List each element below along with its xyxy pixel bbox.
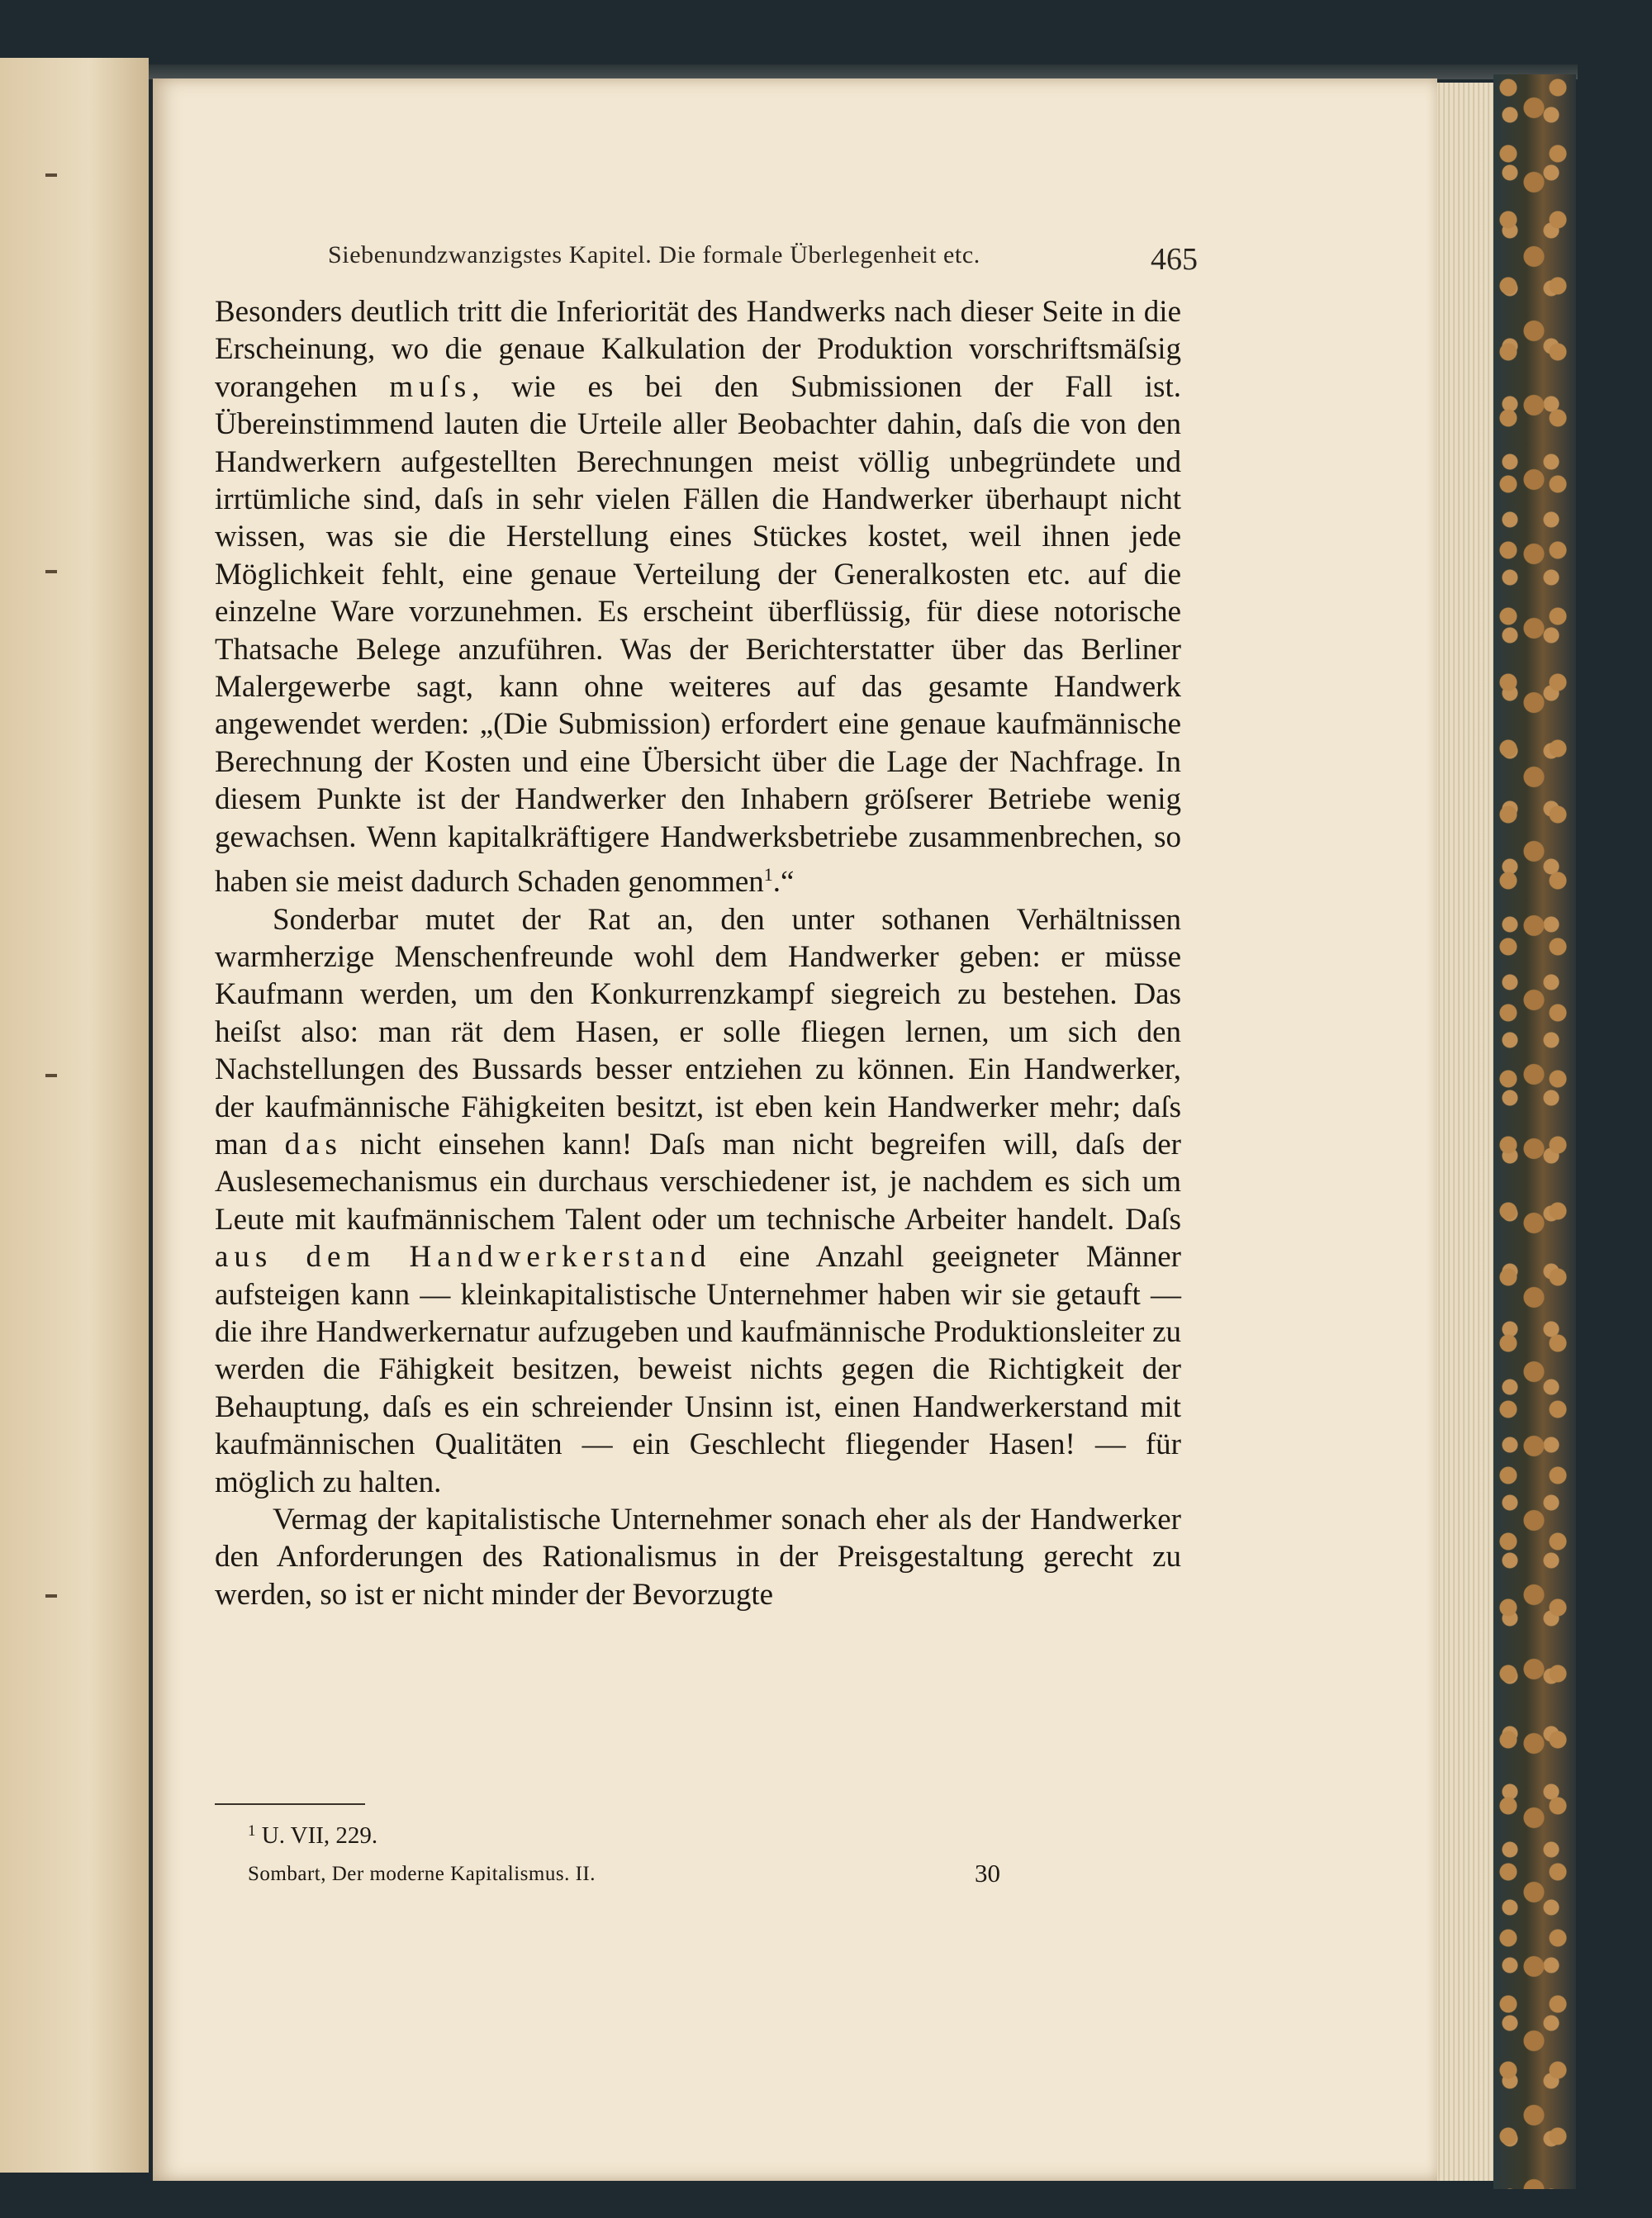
text-run: nicht einsehen kann! Daſs man nicht begreifen will, daſs der Auslesemechanismus ein durchaus verschiedener ist, je nachdem es sich um Leute mit kaufmännischem Talent oder um technische Arbeiter handelt. Daſs <box>215 1127 1181 1237</box>
running-header: Siebenundzwanzigstes Kapitel. Die formale Überlegenheit etc. <box>328 241 980 268</box>
footnote-rule <box>215 1803 365 1805</box>
left-page-mark <box>45 1074 57 1077</box>
text-run: Sonderbar mutet der Rat an, den unter sothanen Verhältnissen warmherzige Menschenfreunde wohl dem Handwerker geben: er müsse Kaufmann werden, um den Konkurrenzkampf siegreich zu bestehen. Das heiſst also: man rät dem Hasen, er solle fliegen lernen, um sich den Nachstellungen des Bussards besser entziehen zu können. Ein Handwerker, der kaufmännische Fähigkeiten besitzt, ist eben kein Handwerker mehr; daſs man <box>215 902 1181 1161</box>
footnote-text: U. VII, 229. <box>261 1822 378 1849</box>
signature-number: 30 <box>975 1859 1000 1888</box>
text-run: .“ <box>772 865 795 900</box>
spaced-emphasis: das <box>284 1127 343 1161</box>
left-page-mark <box>45 1594 57 1598</box>
spaced-emphasis: aus dem Handwerkerstand <box>215 1240 712 1275</box>
signature-line: Sombart, Der moderne Kapitalismus. II. <box>248 1863 596 1885</box>
page-edges <box>1436 83 1493 2181</box>
book-cover <box>1493 74 1576 2189</box>
spaced-emphasis: muſs <box>389 369 472 404</box>
body-text <box>215 293 1181 1613</box>
paragraph <box>215 293 1181 901</box>
book-top-edge <box>132 64 1578 79</box>
text-run: Besonders deutlich tritt die Inferiorität des Handwerks nach dieser Seite in die Erscheinung, wo die genaue Kalkulation der Produktion vorschriftsmäſsig vorangehen <box>215 295 1181 404</box>
left-page-mark <box>45 173 57 177</box>
paragraph <box>215 901 1181 1502</box>
left-facing-page <box>0 58 149 2173</box>
footnote-marker: 1 <box>248 1822 256 1840</box>
footnote <box>248 1822 661 1850</box>
left-page-mark <box>45 570 57 573</box>
paragraph: Vermag der kapitalistische Unternehmer sonach eher als der Handwerker den Anforderungen des Rationalismus in der Preisgestaltung gerecht zu werden, so ist er nicht minder der Bevorzugte <box>215 1503 1181 1612</box>
text-run: eine Anzahl geeigneter Männer aufsteigen kann — kleinkapitalistische Unternehmer haben wir sie getauft — die ihre Handwerkernatur aufzugeben und kaufmännische Produktionsleiter zu werden die Fähigkeit besitzen, beweist nichts gegen die Richtigkeit der Behauptung, daſs es ein schreiender Unsinn ist, einen Handwerkerstand mit kaufmännischen Qualitäten — ein Geschlecht fliegender Hasen! — für möglich zu halten. <box>215 1240 1181 1499</box>
footnote-reference: 1 <box>763 864 773 886</box>
page-number: 465 <box>1151 242 1198 277</box>
text-run: , wie es bei den Submissionen der Fall ist. Übereinstimmend lauten die Urteile aller Beobachter dahin, daſs die von den Handwerkern aufgestellten Berechnungen meist völlig unbegründete und irrtümliche sind, daſs in sehr vielen Fällen die Handwerker überhaupt nicht wissen, was sie die Herstellung eines Stückes kostet, weil ihnen jede Möglichkeit fehlt, eine genaue Verteilung der Generalkosten etc. auf die einzelne Ware vorzunehmen. Es erscheint überflüssig, für diese notorische Thatsache Belege anzuführen. Was der Berichterstatter über das Berliner Malergewerbe sagt, kann ohne weiteres auf das gesamte Handwerk angewendet werden: „(Die Submission) erfordert eine genaue kaufmännische Berechnung der Kosten und eine Übersicht über die Lage der Nachfrage. In diesem Punkte ist der Handwerker den Inhabern gröſserer Betriebe wenig gewachsen. Wenn kapitalkräftigere Handwerksbetriebe zusammenbrechen, so haben sie meist dadurch Schaden genommen <box>215 369 1181 900</box>
